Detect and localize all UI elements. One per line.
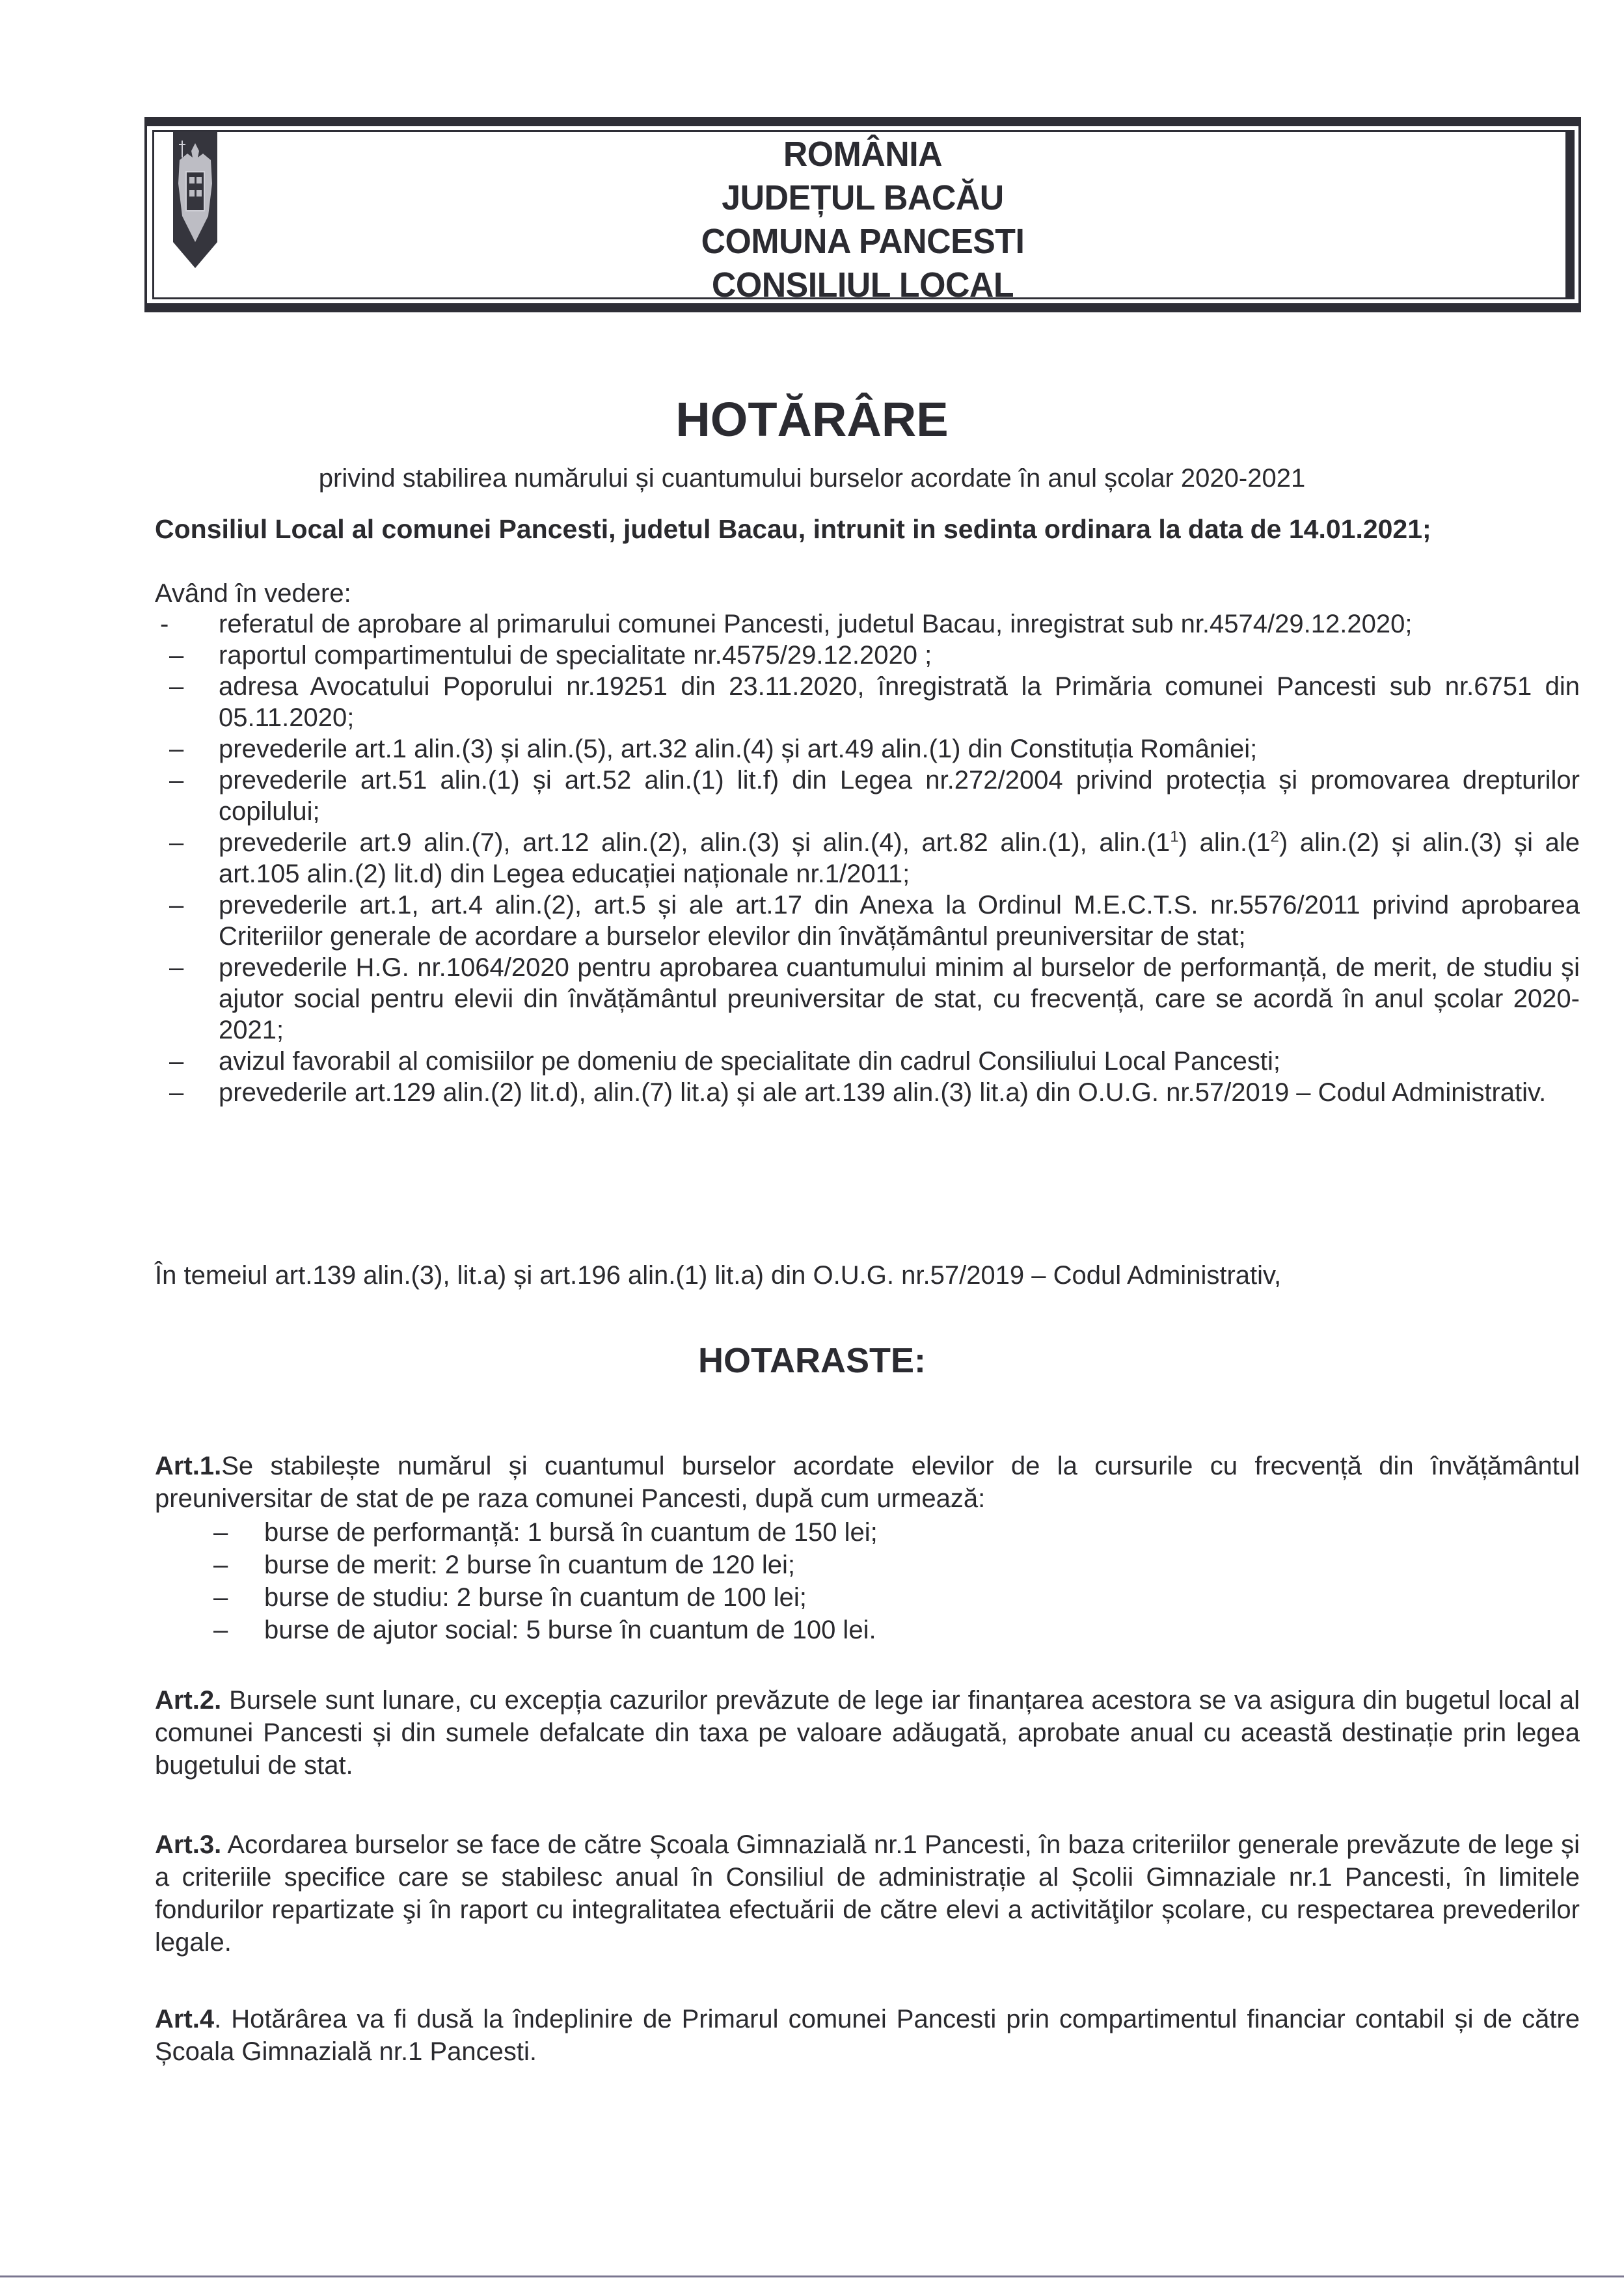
list-dash: – [169, 828, 184, 857]
article-text: Acordarea burselor se face de către Școala Gimnazială nr.1 Pancesti, în baza criteriilor generale prevăzute de lege și a criteriile specifice care se stabilesc anual în Consiliul de administrație al Școlii Gimnaziale nr.1 Pancesti, în limitele fondurilor repartizate şi în raport cu integralitatea efectuării de către elevi a activităţilor școlare, cu respectarea prevederilor legale. [155, 1830, 1580, 1957]
article-1 [155, 1450, 1580, 1515]
header-council: CONSILIUL LOCAL [711, 265, 1014, 305]
consideration-item: – prevederile art.1 alin.(3) și alin.(5), art.32 alin.(4) și art.49 alin.(1) din Constituția României; [169, 735, 1258, 763]
scholarship-item: – burse de merit: 2 burse în cuantum de 120 lei; [155, 1549, 1580, 1581]
consideration-item: - referatul de aprobare al primarului comunei Pancesti, judetul Bacau, inregistrat sub nr.4574/29.12.2020; [160, 610, 1413, 638]
consideration-item: – prevederile art.51 alin.(1) și art.52 alin.(1) lit.f) din Legea nr.272/2004 privind protecția și promovarea drepturilor copilului; [169, 766, 1580, 826]
consideration-item: – raportul compartimentului de specialitate nr.4575/29.12.2020 ; [169, 641, 932, 670]
document-subtitle: privind stabilirea numărului și cuantumului burselor acordate în anul școlar 2020-2021 [318, 464, 1306, 493]
consideration-item: – prevederile art.129 alin.(2) lit.d), alin.(7) lit.a) și ale art.139 alin.(3) lit.a) din O.U.G. nr.57/2019 – Codul Administrativ. [169, 1078, 1547, 1107]
article-2 [155, 1684, 1580, 1782]
article-label: Art.1. [155, 1452, 222, 1480]
list-dash: – [213, 1518, 228, 1547]
consideration-item: – prevederile H.G. nr.1064/2020 pentru aprobarea cuantumului minim al burselor de performanță, de merit, de studiu și ajutor social pentru elevii din învățământul preuniversitar de stat, cu frecvență, care se acordă în anul școlar 2020-2021; [169, 953, 1580, 1044]
avand-in-vedere: Având în vedere: [155, 579, 351, 608]
header-institution [144, 133, 1581, 307]
consideration-item: – avizul favorabil al comisiilor pe domeniu de specialitate din cadrul Consiliului Local Pancesti; [169, 1047, 1280, 1076]
article-label: Art.4 [155, 2005, 215, 2033]
list-dash: – [169, 766, 184, 795]
legal-basis: În temeiul art.139 alin.(3), lit.a) și art.196 alin.(1) lit.a) din O.U.G. nr.57/2019 – Codul Administrativ, [155, 1261, 1282, 1290]
list-dash: – [169, 1078, 184, 1107]
document-title: HOTĂRÂRE [675, 392, 949, 446]
article-text: Se stabilește numărul și cuantumul burselor acordate elevilor de la cursurile cu frecvență din învățământul preuniversitar de stat de pe raza comunei Pancesti, după cum urmează: [155, 1452, 1580, 1513]
council-session-line: Consiliul Local al comunei Pancesti, judetul Bacau, intrunit in sedinta ordinara la data de 14.01.2021; [155, 514, 1431, 544]
article-label: Art.3. [155, 1830, 222, 1859]
article-text: . Hotărârea va fi dusă la îndeplinire de Primarul comunei Pancesti prin compartimentul financiar contabil și de către Școala Gimnazială nr.1 Pancesti. [155, 2005, 1580, 2066]
header-country: ROMÂNIA [783, 135, 943, 174]
list-dash: – [169, 641, 184, 670]
list-dash: – [213, 1551, 228, 1579]
list-dash: – [169, 1047, 184, 1076]
scan-bottom-edge [0, 2275, 1624, 2277]
list-dash: – [213, 1616, 228, 1644]
article-label: Art.2. [155, 1686, 222, 1715]
header-commune: COMUNA PANCESTI [701, 222, 1025, 261]
considerations-list [155, 608, 1580, 1108]
list-dash: - [160, 610, 169, 638]
consideration-item: – prevederile art.1, art.4 alin.(2), art.5 și ale art.17 din Anexa la Ordinul M.E.C.T.S. nr.5576/2011 privind aprobarea Criteriilor generale de acordare a burselor elevilor din învățământul preuniversitar de stat; [169, 891, 1580, 951]
consideration-item: – adresa Avocatului Poporului nr.19251 din 23.11.2020, înregistrată la Primăria comunei Pancesti sub nr.6751 din 05.11.2020; [169, 672, 1580, 732]
consideration-item: – prevederile art.9 alin.(7), art.12 alin.(2), alin.(3) și alin.(4), art.82 alin.(1), $alin.(1^1)$ $alin.(1^2)$ alin.(2) și alin.(3) și ale art.105 alin.(2) lit.d) din Legea educației naționale nr.1/2011; [169, 828, 1580, 888]
list-dash: – [169, 672, 184, 701]
list-dash: – [213, 1583, 228, 1612]
scholarship-item: – burse de ajutor social: 5 burse în cuantum de 100 lei. [155, 1614, 1580, 1646]
list-dash: – [169, 735, 184, 763]
scholarship-list [155, 1516, 1580, 1646]
scholarship-item: – burse de performanță: 1 bursă în cuantum de 150 lei; [155, 1516, 1580, 1549]
decision-heading: HOTARASTE: [698, 1341, 926, 1380]
list-dash: – [169, 891, 184, 919]
article-4 [155, 2003, 1580, 2068]
article-3 [155, 1828, 1580, 1959]
scholarship-item: – burse de studiu: 2 burse în cuantum de 100 lei; [155, 1581, 1580, 1614]
article-text: Bursele sunt lunare, cu excepția cazurilor prevăzute de lege iar finanțarea acestora se va asigura din bugetul local al comunei Pancesti și din sumele defalcate din taxa pe valoare adăugată, aprobate anual cu această destinație prin legea bugetului de stat. [155, 1686, 1580, 1780]
header-county: JUDEȚUL BACĂU [722, 178, 1004, 217]
list-dash: – [169, 953, 184, 982]
